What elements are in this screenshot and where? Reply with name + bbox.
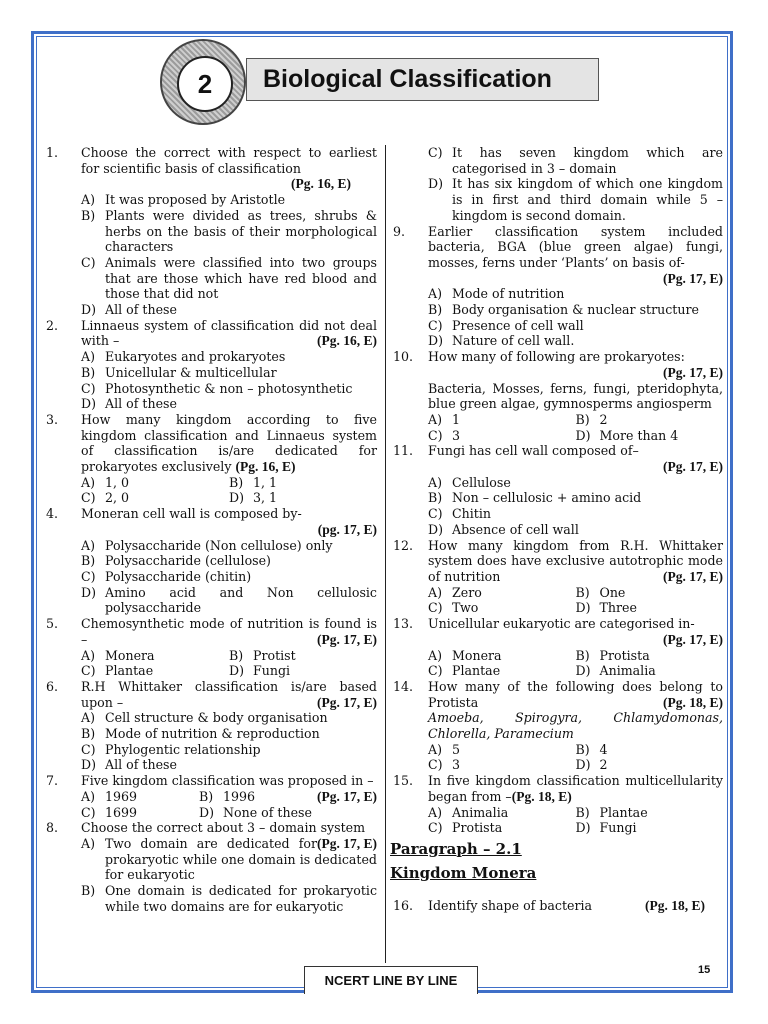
option-c: C) Polysaccharide (chitin) xyxy=(81,568,252,584)
options-grid xyxy=(81,648,377,679)
option-b: B) 4 xyxy=(575,741,608,757)
option-b: B) Polysaccharide (cellulose) xyxy=(81,553,271,569)
option-c: C) Animals were classified into two groups that are those which have red blood and those that did not xyxy=(81,254,377,302)
question-number: 14. xyxy=(393,678,414,694)
page-reference: (Pg. 16, E) xyxy=(291,176,351,192)
options-grid xyxy=(428,412,723,443)
question-number: 8. xyxy=(46,820,59,836)
option-c: C) Presence of cell wall xyxy=(428,317,584,333)
question-stem: Chemosynthetic mode of nutrition is found is – (Pg. 17, E) xyxy=(81,616,377,647)
option-d: D) It has six kingdom of which one kingdom is in first and third domain while 5 – kingdom is second domain. xyxy=(428,176,723,223)
question-10 xyxy=(390,349,723,443)
question-stem: How many kingdom from R.H. Whittaker system does have exclusive autotrophic mode of nutrition (Pg. 17, E) xyxy=(428,537,723,584)
chapter-number: 2 xyxy=(177,56,233,112)
option-c: C) Protista xyxy=(428,820,503,836)
question-number: 2. xyxy=(46,317,59,333)
page-number: 15 xyxy=(698,964,711,976)
option-c: C) Two xyxy=(428,600,479,616)
page-reference: (Pg. 16, E) xyxy=(317,333,377,349)
section-heading: Kingdom Monera xyxy=(390,863,537,882)
option-a: A) Two domain are dedicated for prokaryotic while one domain is dedicated for eukaryotic xyxy=(81,835,377,883)
question-8 xyxy=(43,820,377,914)
question-stem: Moneran cell wall is composed by- xyxy=(81,506,302,522)
option-d: D) Amino acid and Non cellulosic polysaccharide xyxy=(81,584,377,616)
question-3 xyxy=(43,412,377,506)
option-c: C) It has seven kingdom which are categorised in 3 – domain xyxy=(428,145,723,176)
question-stem: Choose the correct with respect to earliest for scientific basis of classification xyxy=(81,145,377,176)
option-b: B) One xyxy=(575,584,626,600)
question-stem: Earlier classification system included bacteria, BGA (blue green algae) fungi, mosses, ferns under ‘Plants’ on basis of- xyxy=(428,223,723,270)
question-16 xyxy=(390,898,723,914)
option-a: A) Monera xyxy=(81,647,155,663)
option-c: C) Phylogentic relationship xyxy=(81,741,261,757)
question-number: 16. xyxy=(393,897,414,913)
option-d: D) 3, 1 xyxy=(229,490,278,506)
paragraph-heading: Paragraph – 2.1 xyxy=(390,839,522,858)
page-reference: (Pg. 16, E) xyxy=(235,459,296,475)
option-d: D) All of these xyxy=(81,757,177,773)
option-a: A) Cell structure & body organisation xyxy=(81,710,328,726)
page-reference: (Pg. 17, E) xyxy=(663,631,723,647)
question-number: 5. xyxy=(46,616,59,632)
options-grid xyxy=(428,585,723,616)
option-a: A) 1, 0 xyxy=(81,474,130,490)
question-list: Amoeba, Spirogyra, Chlamydomonas, Chlorella, Paramecium xyxy=(428,710,723,742)
question-list: Bacteria, Mosses, ferns, fungi, pteridophyta, blue green algae, gymnosperms angiosperm xyxy=(428,380,723,412)
right-column xyxy=(390,145,723,914)
question-stem: R.H Whittaker classification is/are based upon – (Pg. 17, E) xyxy=(81,678,377,710)
options-grid xyxy=(428,742,723,773)
question-number: 12. xyxy=(393,537,414,553)
question-9 xyxy=(390,224,723,350)
option-c: C) 1699 xyxy=(81,804,138,820)
option-d: D) Nature of cell wall. xyxy=(428,333,575,349)
page-reference: (Pg. 17, E) xyxy=(663,364,723,380)
option-d: D) None of these xyxy=(199,804,312,820)
option-a: A) Animalia xyxy=(428,804,509,820)
question-stem: Unicellular eukaryotic are categorised in- xyxy=(428,616,695,632)
option-d: D) Fungi xyxy=(229,663,291,679)
question-stem: How many kingdom according to five kingdom classification and Linnaeus system of classification is/are dedicated for prokaryotes exclusively (Pg. 16, E) xyxy=(81,411,377,475)
column-divider xyxy=(385,145,386,963)
question-5 xyxy=(43,616,377,679)
option-d: D) More than 4 xyxy=(575,427,679,443)
option-c: C) Chitin xyxy=(428,506,491,522)
option-b: B) Body organisation & nuclear structure xyxy=(428,302,699,318)
page-reference: (Pg. 18, E) xyxy=(511,788,572,804)
option-b: B) Plantae xyxy=(575,804,648,820)
question-1 xyxy=(43,145,377,318)
options-grid xyxy=(428,805,723,836)
question-number: 4. xyxy=(46,506,59,522)
options-grid xyxy=(81,789,317,820)
question-number: 11. xyxy=(393,443,414,459)
chapter-badge xyxy=(160,39,246,125)
question-stem: Five kingdom classification was proposed in – (Pg. 17, E) xyxy=(81,773,377,804)
page-reference: (Pg. 17, E) xyxy=(317,694,377,710)
option-a: A) 1 xyxy=(428,411,461,427)
question-number: 13. xyxy=(393,616,414,632)
option-d: D) 2 xyxy=(575,757,608,773)
option-b: B) Non – cellulosic + amino acid xyxy=(428,490,642,506)
option-a: A) Polysaccharide (Non cellulose) only xyxy=(81,537,333,553)
page-reference: (Pg. 18, E) xyxy=(645,897,705,913)
option-a: A) Monera xyxy=(428,647,502,663)
question-11 xyxy=(390,443,723,537)
option-d: D) Three xyxy=(575,600,637,616)
question-number: 10. xyxy=(393,349,414,365)
question-number: 15. xyxy=(393,773,414,789)
question-4 xyxy=(43,506,377,616)
question-2 xyxy=(43,318,377,412)
option-c: C) 3 xyxy=(428,427,461,443)
option-b: B) One domain is dedicated for prokaryotic while two domains are for eukaryotic xyxy=(81,883,377,914)
option-b: B) Plants were divided as trees, shrubs & herbs on the basis of their morphological characters xyxy=(81,207,377,255)
question-stem: In five kingdom classification multicellularity began from –(Pg. 18, E) xyxy=(428,773,723,804)
option-d: D) All of these xyxy=(81,396,177,412)
page-reference: (Pg. 18, E) xyxy=(663,694,723,710)
option-a: A) Mode of nutrition xyxy=(428,286,565,302)
question-stem: How many of the following does belong to Protista (Pg. 18, E) xyxy=(428,678,723,710)
option-a: A) Zero xyxy=(428,584,482,600)
option-d: D) Fungi xyxy=(575,820,637,836)
option-a: A) 1969 xyxy=(81,788,138,804)
page-reference: (pg. 17, E) xyxy=(317,521,377,537)
option-c: C) 2, 0 xyxy=(81,490,130,506)
question-number: 3. xyxy=(46,411,59,427)
question-8-continued xyxy=(390,145,723,224)
option-c: C) Photosynthetic & non – photosynthetic xyxy=(81,380,353,396)
question-stem: How many of following are prokaryotes: xyxy=(428,349,685,365)
options-grid xyxy=(81,475,377,506)
option-b: B) Protista xyxy=(575,647,650,663)
page-reference: (Pg. 17, E) xyxy=(663,270,723,286)
page-reference: (Pg. 17, E) xyxy=(317,835,377,851)
page-reference: (Pg. 17, E) xyxy=(317,631,377,647)
option-a: A) Eukaryotes and prokaryotes xyxy=(81,349,286,365)
chapter-title: Biological Classification xyxy=(246,58,599,101)
option-b: B) Unicellular & multicellular xyxy=(81,364,277,380)
question-number: 1. xyxy=(46,145,59,160)
option-b: B) 1996 xyxy=(199,788,256,804)
option-a: A) Cellulose xyxy=(428,474,511,490)
option-a: A) It was proposed by Aristotle xyxy=(81,192,286,208)
footer-label: NCERT LINE BY LINE xyxy=(304,966,478,994)
question-stem: Linnaeus system of classification did not deal with – (Pg. 16, E) xyxy=(81,317,377,349)
option-c: C) Plantae xyxy=(428,663,501,679)
option-b: B) Protist xyxy=(229,647,296,663)
question-stem: Fungi has cell wall composed of– xyxy=(428,443,639,459)
option-b: B) 1, 1 xyxy=(229,474,278,490)
option-b: B) Mode of nutrition & reproduction xyxy=(81,726,320,742)
question-12 xyxy=(390,538,723,617)
options-grid xyxy=(428,648,723,679)
option-d: D) Absence of cell wall xyxy=(428,521,579,537)
question-15 xyxy=(390,773,723,836)
option-a: A) 5 xyxy=(428,741,461,757)
option-d: D) All of these xyxy=(81,302,177,318)
option-d: D) Animalia xyxy=(575,663,656,679)
question-stem: Choose the correct about 3 – domain system (Pg. 17, E) xyxy=(81,820,377,851)
question-7 xyxy=(43,773,377,820)
page-reference: (Pg. 17, E) xyxy=(317,788,377,804)
option-b: B) 2 xyxy=(575,411,608,427)
question-number: 7. xyxy=(46,773,59,789)
question-stem: Identify shape of bacteria (Pg. 18, E) xyxy=(428,898,723,914)
question-14 xyxy=(390,679,723,773)
page-reference: (Pg. 17, E) xyxy=(663,459,723,475)
left-column xyxy=(43,145,377,914)
question-6 xyxy=(43,679,377,773)
question-number: 9. xyxy=(393,223,406,239)
question-number: 6. xyxy=(46,678,59,694)
option-c: C) 3 xyxy=(428,757,461,773)
page-reference: (Pg. 17, E) xyxy=(663,568,723,584)
option-c: C) Plantae xyxy=(81,663,154,679)
question-13 xyxy=(390,616,723,679)
